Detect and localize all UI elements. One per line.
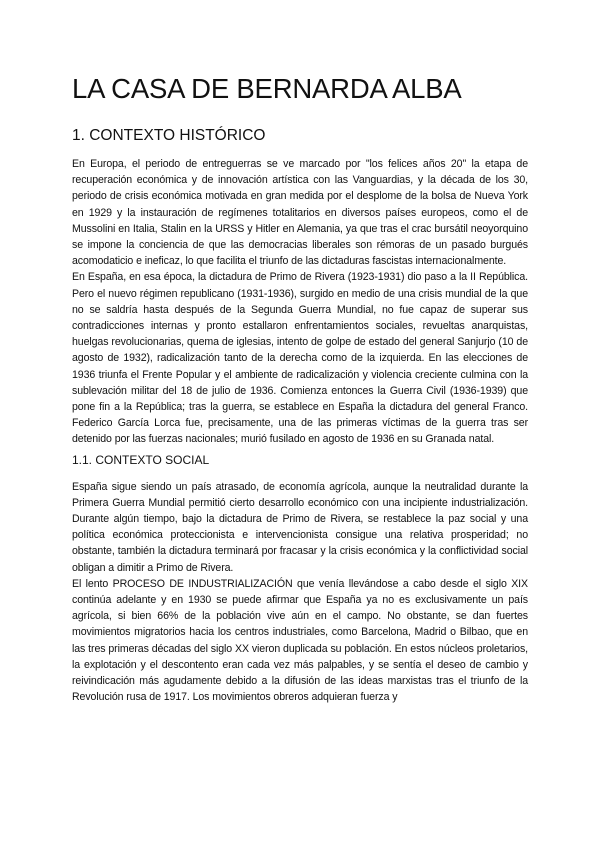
paragraph-industrializacion: El lento PROCESO DE INDUSTRIALIZACIÓN que venía llevándose a cabo desde el siglo XIX continúa adelante y en 1930 se puede afirmar que España ya no es exclusivamente un país agrícola, si bien 66% de la población vive aún en el campo. No obstante, se dan fuertes movimientos migratorios hacia los centros industriales, como Barcelona, Madrid o Bilbao, que en las tres primeras décadas del siglo XX vieron duplicada su población. En estos núcleos proletarios, la explotación y el descontento eran cada vez más palpables, y se sentía el deseo de cambio y reivindicación más agudamente debido a la difusión de las ideas marxistas tras el triunfo de la Revolución rusa de 1917. Los movimientos obreros adquieran fuerza y (72, 577, 528, 704)
paragraph-europa: En Europa, el periodo de entreguerras se ve marcado por "los felices años 20" la etapa de recuperación económica y de innovación artística con las Vanguardias, y la década de los 30, periodo de crisis económica motivada en gran medida por el desplome de la bolsa de Nueva York en 1929 y la instauración de regímenes totalitarios en diversos países europeos, como el de Mussolini en Italia, Stalin en la URSS y Hitler en Alemania, ya que tras el crac bursátil neoyorquino se impone la conciencia de que las democracias liberales son rémoras de un pasado burgués acomodaticio e ineficaz, lo que facilita el triunfo de las dictaduras fascistas internacionalmente. (72, 158, 528, 268)
document-title: LA CASA DE BERNARDA ALBA (72, 73, 462, 104)
paragraph-espana: En España, en esa época, la dictadura de Primo de Rivera (1923-1931) dio paso a la II República. Pero el nuevo régimen republicano (1931-1936), surgido en medio de una crisis mundial de la que no se saldría hasta después de la Segunda Guerra Mundial, no fue capaz de superar sus contradicciones internas y pronto estallaron enfrentamientos sociales, revueltas anarquistas, huelgas revolucionarias, quema de iglesias, intento de golpe de estado del general Sanjurjo (10 de agosto de 1932), radicalización tanto de la derecha como de la izquierda. En las elecciones de 1936 triunfa el Frente Popular y el ambiente de radicalización y violencia creciente culmina con la sublevación militar del 18 de julio de 1936. Comienza entonces la Guerra Civil (1936-1939) que pone fin a la República; tras la guerra, se establece en España la dictadura del general Franco. Federico García Lorca fue, precisamente, una de las primeras víctimas de la guerra tras ser detenido por las fuerzas nacionales; murió fusilado en agosto de 1936 en su Granada natal. (72, 271, 528, 446)
document-page (72, 72, 528, 706)
section-heading-contexto-historico: 1. CONTEXTO HISTÓRICO (72, 127, 266, 144)
section-heading-contexto-social: 1.1. CONTEXTO SOCIAL (72, 452, 210, 467)
paragraph-pais-atrasado: España sigue siendo un país atrasado, de economía agrícola, aunque la neutralidad durante la Primera Guerra Mundial permitió cierto desarrollo económico con una incipiente industrialización. Durante algún tiempo, bajo la dictadura de Primo de Rivera, se restablece la paz social y una política económica proteccionista e intervencionista consigue una relativa prosperidad; no obstante, también la dictadura terminará por fracasar y la crisis económica y la conflictividad social obligan a dimitir a Primo de Rivera. (72, 480, 528, 574)
